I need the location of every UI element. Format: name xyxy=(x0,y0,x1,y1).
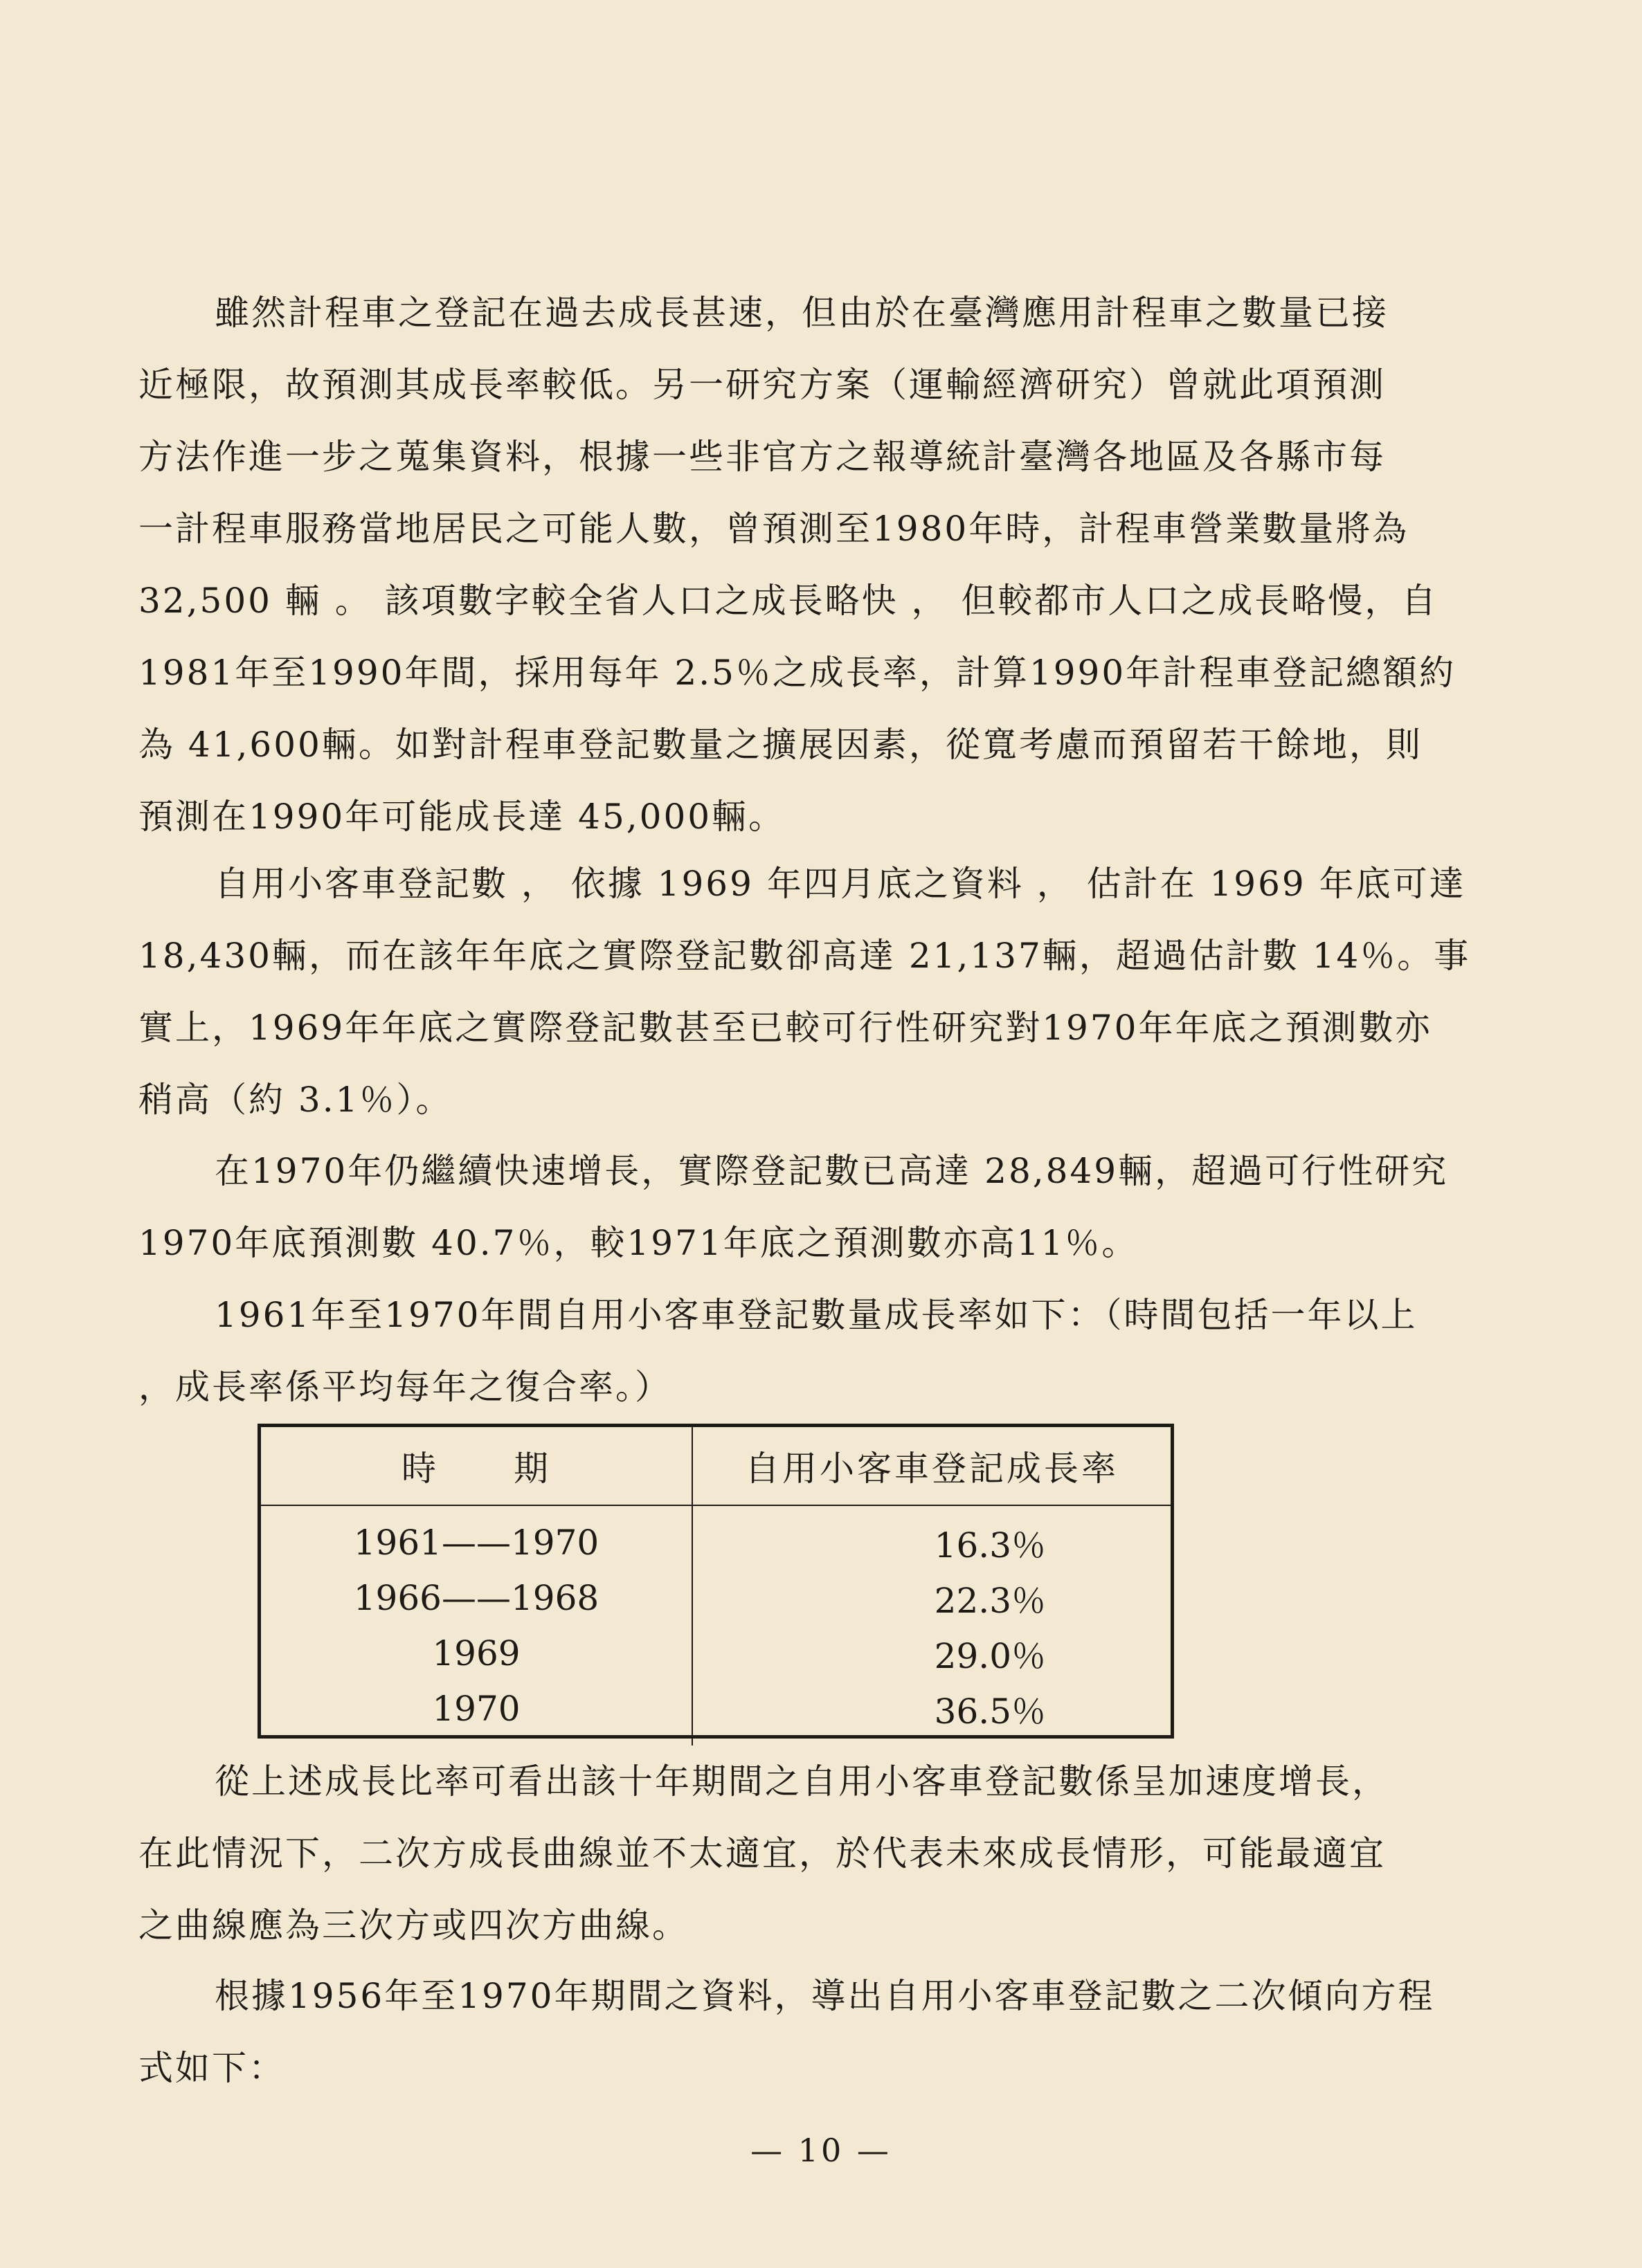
text-line: 32,500 輛 。 該項數字較全省人口之成長略快 ， 但較都市人口之成長略慢，自 xyxy=(138,581,1438,621)
growth-rate-table xyxy=(258,1424,1174,1739)
text-line: 1981年至1990年間，採用每年 2.5％之成長率，計算1990年計程車登記總額約 xyxy=(138,653,1456,693)
table-cell-period: 1966——1968 xyxy=(261,1570,692,1626)
text-line: 實上，1969年年底之實際登記數甚至已較可行性研究對1970年年底之預測數亦 xyxy=(138,1008,1432,1048)
table-row xyxy=(261,1681,1171,1745)
text-line: 稍高（約 3.1％）。 xyxy=(138,1080,453,1120)
text-line: 之曲線應為三次方或四次方曲線。 xyxy=(138,1905,689,1945)
text-line: 從上述成長比率可看出該十年期間之自用小客車登記數係呈加速度增長， xyxy=(215,1761,1389,1802)
paragraph-taxi-forecast xyxy=(138,277,1481,853)
text-line: 近極限，故預測其成長率較低。另一研究方案（運輸經濟研究）曾就此項預測 xyxy=(138,365,1386,405)
text-line: 1970年底預測數 40.7％，較1971年底之預測數亦高11％。 xyxy=(138,1223,1139,1263)
paragraph-growth-1970 xyxy=(138,1135,1481,1279)
text-line: 1961年至1970年間自用小客車登記數量成長率如下：（時間包括一年以上 xyxy=(215,1295,1418,1335)
table-header-period: 時 期 xyxy=(261,1427,692,1505)
text-line: 預測在1990年可能成長達 45,000輛。 xyxy=(138,797,786,837)
text-line: 式如下： xyxy=(138,2048,285,2088)
text-line: 根據1956年至1970年期間之資料，導出自用小客車登記數之二次傾向方程 xyxy=(215,1976,1435,2016)
page-number: — 10 — xyxy=(750,2132,892,2169)
paragraph-private-car-1969 xyxy=(138,848,1481,1136)
text-line: 18,430輛，而在該年年底之實際登記數卻高達 21,137輛，超過估計數 14％。事 xyxy=(138,936,1471,976)
text-line: 在此情況下，二次方成長曲線並不太適宜，於代表未來成長情形，可能最適宜 xyxy=(138,1833,1386,1874)
text-line: 雖然計程車之登記在過去成長甚速，但由於在臺灣應用計程車之數量已接 xyxy=(215,293,1389,333)
table-cell-rate: 16.3％ xyxy=(934,1525,1046,1566)
text-line: 一計程車服務當地居民之可能人數，曾預測至1980年時，計程車營業數量將為 xyxy=(138,509,1409,549)
paragraph-growth-rate-intro xyxy=(138,1279,1481,1423)
text-line: 在1970年仍繼續快速增長，實際登記數已高達 28,849輛，超過可行性研究 xyxy=(215,1151,1449,1191)
table-cell-rate: 36.5％ xyxy=(934,1691,1046,1732)
text-line: ，成長率係平均每年之復合率。） xyxy=(138,1367,671,1407)
table-header-growth-rate: 自用小客車登記成長率 xyxy=(692,1427,1171,1505)
table-cell-rate: 29.0％ xyxy=(934,1636,1046,1676)
table-cell-rate: 22.3％ xyxy=(934,1581,1046,1621)
table-row xyxy=(261,1570,1171,1626)
table-row xyxy=(261,1626,1171,1681)
paragraph-equation-intro xyxy=(138,1960,1481,2104)
text-line: 為 41,600輛。如對計程車登記數量之擴展因素，從寬考慮而預留若干餘地，則 xyxy=(138,725,1423,765)
text-line: 方法作進一步之蒐集資料，根據一些非官方之報導統計臺灣各地區及各縣市每 xyxy=(138,437,1386,477)
text-line: 自用小客車登記數 ， 依據 1969 年四月底之資料 ， 估計在 1969 年底可達 xyxy=(215,864,1466,904)
table-cell-period: 1970 xyxy=(261,1681,692,1745)
table-row xyxy=(261,1505,1171,1570)
table-cell-period: 1961——1970 xyxy=(261,1505,692,1570)
table-cell-period: 1969 xyxy=(261,1626,692,1681)
paragraph-curve-analysis xyxy=(138,1745,1481,1961)
